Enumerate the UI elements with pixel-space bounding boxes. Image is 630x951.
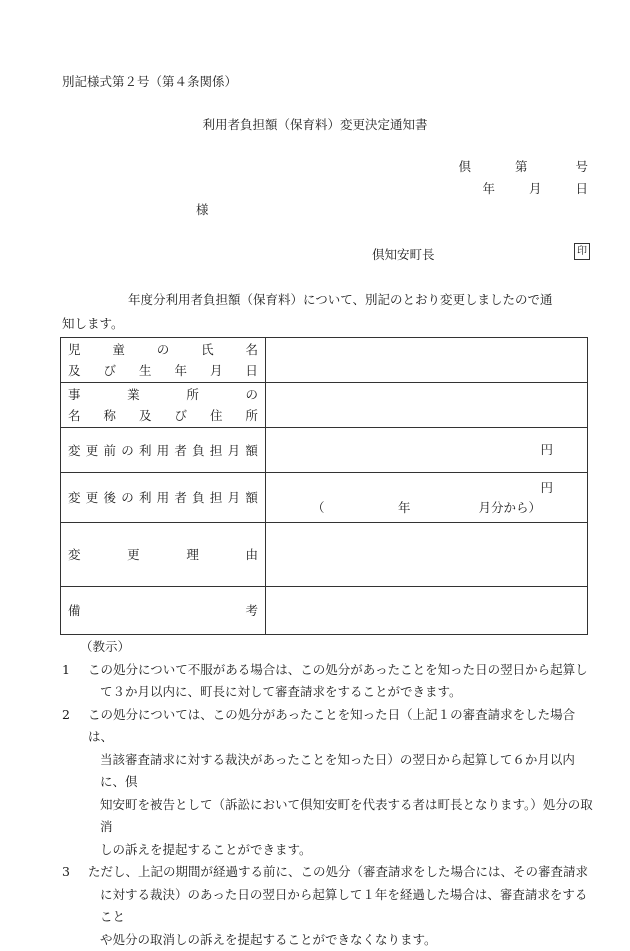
label-char: 児	[68, 339, 81, 360]
table-row-child	[61, 338, 588, 383]
label-char: 変	[68, 544, 81, 565]
label-char: 所	[245, 405, 258, 426]
details-table	[60, 337, 588, 635]
label-char: 前	[103, 440, 116, 461]
ref-month: 月	[529, 178, 542, 200]
label-char: 利	[139, 487, 152, 508]
label-char: 担	[210, 487, 223, 508]
ref-dai: 第	[515, 156, 528, 178]
note-item-3	[62, 861, 597, 951]
label-char: 月	[228, 440, 241, 461]
addressee-suffix: 様	[196, 200, 209, 218]
label-char: 月	[228, 487, 241, 508]
reference-number-line	[458, 156, 588, 178]
label-char: 氏	[201, 339, 214, 360]
before-amount-value[interactable]	[266, 428, 588, 473]
note-text: この処分について不服がある場合は、この処分があったことを知った日の翌日から起算し	[88, 659, 597, 682]
notice-body-line-1: 年度分利用者負担額（保育料）について、別記のとおり変更しましたので通	[62, 288, 592, 312]
instruction-notes	[62, 636, 597, 951]
label-char: び	[174, 405, 187, 426]
note-text-cont: しの訴えを提起することができます。	[88, 839, 597, 862]
label-char: 業	[127, 384, 140, 405]
label-char: 童	[112, 339, 125, 360]
reason-label	[61, 523, 266, 587]
reason-value[interactable]	[266, 523, 588, 587]
label-char: 事	[68, 384, 81, 405]
label-char: 用	[157, 487, 170, 508]
table-row-facility	[61, 383, 588, 428]
period-close: 月分から）	[478, 498, 541, 516]
facility-label	[61, 383, 266, 428]
label-char: 名	[245, 339, 258, 360]
label-char: 更	[86, 487, 99, 508]
table-row-before-amount	[61, 428, 588, 473]
seal-stamp-box: 印	[574, 243, 590, 260]
label-char: 生	[139, 360, 152, 381]
note-text: この処分については、この処分があったことを知った日（上記１の審査請求をした場合は、	[88, 704, 597, 749]
ref-year: 年	[482, 178, 495, 200]
label-char: 考	[245, 600, 258, 621]
note-number: 2	[62, 704, 88, 862]
note-item-2	[62, 704, 597, 862]
child-name-value[interactable]	[266, 338, 588, 383]
label-char: 者	[174, 487, 187, 508]
label-char: の	[121, 487, 134, 508]
notice-body	[62, 288, 592, 336]
period-open-paren: （	[312, 498, 325, 516]
notes-heading: （教示）	[62, 636, 597, 659]
label-char: 額	[245, 487, 258, 508]
label-char: 称	[103, 405, 116, 426]
label-char: 担	[210, 440, 223, 461]
note-number: 3	[62, 861, 88, 951]
ref-go: 号	[575, 156, 588, 178]
label-char: 住	[210, 405, 223, 426]
label-char: 日	[245, 360, 258, 381]
label-char: 年	[174, 360, 187, 381]
label-char: 名	[68, 405, 81, 426]
label-char: 変	[68, 440, 81, 461]
note-number: 1	[62, 659, 88, 704]
label-char: の	[157, 339, 170, 360]
before-amount-unit: 円	[540, 440, 553, 458]
label-char: 備	[68, 600, 81, 621]
label-char: の	[121, 440, 134, 461]
ref-day: 日	[575, 178, 588, 200]
label-char: 負	[192, 487, 205, 508]
label-char: 額	[245, 440, 258, 461]
label-char: 由	[245, 544, 258, 565]
label-char: 用	[157, 440, 170, 461]
label-char: 後	[103, 487, 116, 508]
after-amount-unit: 円	[540, 478, 553, 496]
note-text-cont: て３か月以内に、町長に対して審査請求をすることができます。	[88, 681, 597, 704]
remarks-value[interactable]	[266, 587, 588, 635]
effective-period	[312, 498, 541, 516]
label-char: 月	[210, 360, 223, 381]
notice-body-line-2: 知します。	[62, 312, 592, 336]
sender-name: 倶知安町長	[372, 245, 435, 263]
table-row-reason	[61, 523, 588, 587]
note-text-cont: 知安町を被告として（訴訟において倶知安町を代表する者は町長となります。）処分の取消	[88, 794, 597, 839]
after-amount-label	[61, 473, 266, 523]
reference-date-line	[458, 178, 588, 200]
label-char: び	[103, 360, 116, 381]
label-char: 及	[139, 405, 152, 426]
label-char: 所	[186, 384, 199, 405]
form-number-label: 別記様式第２号（第４条関係）	[62, 72, 237, 90]
ref-prefix: 倶	[458, 156, 471, 178]
label-char: 変	[68, 487, 81, 508]
table-row-after-amount	[61, 473, 588, 523]
document-title: 利用者負担額（保育料）変更決定通知書	[0, 115, 630, 133]
after-amount-value[interactable]	[266, 473, 588, 523]
label-char: 更	[86, 440, 99, 461]
note-text: ただし、上記の期間が経過する前に、この処分（審査請求をした場合には、その審査請求	[88, 861, 597, 884]
child-name-label	[61, 338, 266, 383]
note-text-cont: や処分の取消しの訴えを提起することができなくなります。	[88, 929, 597, 951]
note-text-cont: に対する裁決）のあった日の翌日から起算して１年を経過した場合は、審査請求をすること	[88, 884, 597, 929]
label-char: の	[245, 384, 258, 405]
label-char: 更	[127, 544, 140, 565]
reference-block	[458, 156, 588, 200]
label-char: 及	[68, 360, 81, 381]
period-year: 年	[398, 498, 411, 516]
note-item-1	[62, 659, 597, 704]
note-text-cont: 当該審査請求に対する裁決があったことを知った日）の翌日から起算して６か月以内に、倶	[88, 749, 597, 794]
label-char: 者	[174, 440, 187, 461]
label-char: 負	[192, 440, 205, 461]
facility-value[interactable]	[266, 383, 588, 428]
label-char: 理	[186, 544, 199, 565]
label-char: 利	[139, 440, 152, 461]
table-row-remarks	[61, 587, 588, 635]
remarks-label	[61, 587, 266, 635]
before-amount-label	[61, 428, 266, 473]
